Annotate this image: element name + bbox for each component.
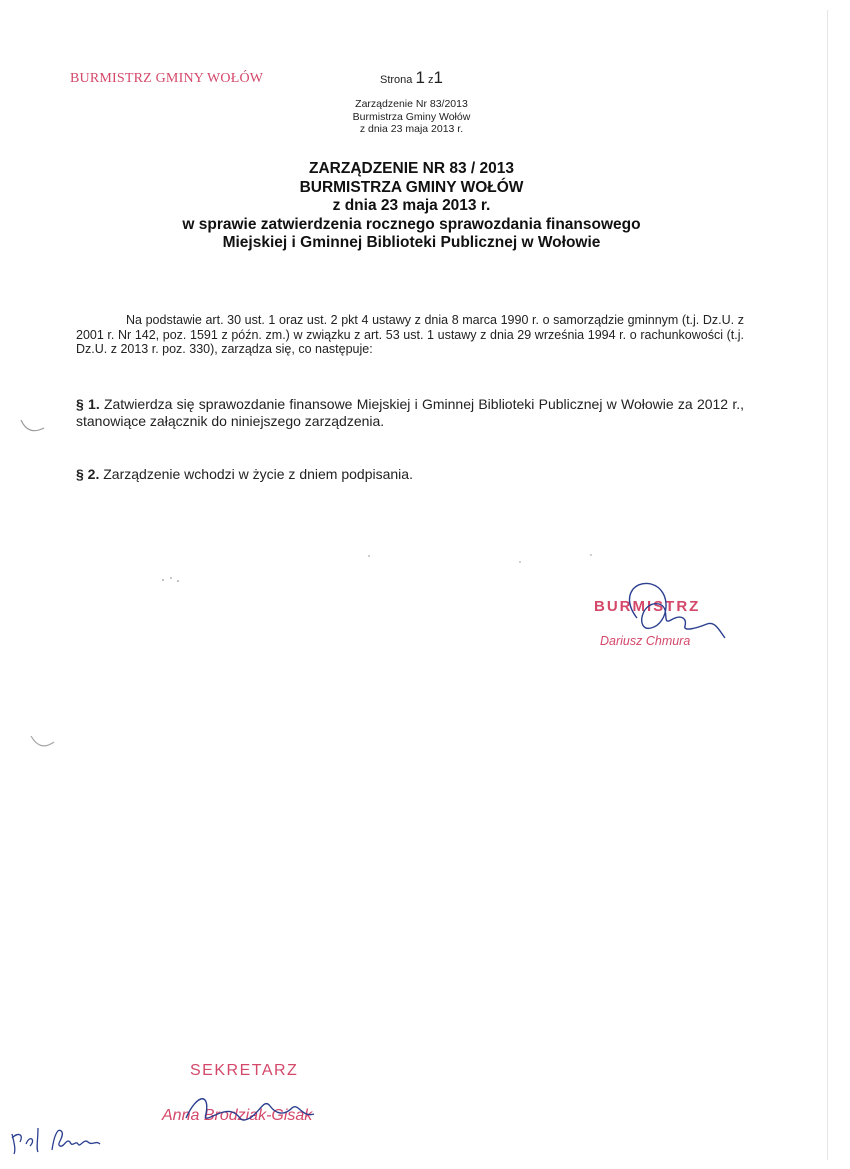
mayor-handwritten-signature <box>615 578 730 656</box>
mayor-stamp-title: BURMISTRZ <box>594 598 701 615</box>
office-stamp-text: BURMISTRZ GMINY WOŁÓW <box>70 71 264 86</box>
secretary-stamp-name: Anna Brodziak-Gisak <box>162 1107 313 1124</box>
secretary-stamp-title: SEKRETARZ <box>190 1062 299 1079</box>
ref-line: z dnia 23 maja 2013 r. <box>359 123 464 135</box>
title-line: ZARZĄDZENIE NR 83 / 2013 <box>309 160 514 177</box>
title-line: BURMISTRZA GMINY WOŁÓW <box>299 178 524 196</box>
title-line: w sprawie zatwierdzenia rocznego sprawozdania finansowego <box>182 215 641 233</box>
handwritten-initials <box>8 1120 108 1160</box>
section-1-text: Zatwierdza się sprawozdanie finansowe Miejskiej i Gminnej Biblioteki Publicznej w Wołowie za 2012 r., stanowiące załącznik do niniejszego zarządzenia. <box>76 396 744 429</box>
title-line: z dnia 23 maja 2013 r. <box>332 197 491 214</box>
page-of: z <box>428 74 434 86</box>
section-2-label: § 2. <box>76 466 100 482</box>
section-2-text: Zarządzenie wchodzi w życie z dniem podpisania. <box>103 466 413 482</box>
mayor-stamp-name: Dariusz Chmura <box>600 634 691 648</box>
secretary-handwritten-signature <box>180 1088 320 1128</box>
page-label: Strona <box>380 74 413 86</box>
title-line: Miejskiej i Gminnej Biblioteki Publicznej w Wołowie <box>222 234 601 251</box>
page-current: 1 <box>415 68 425 87</box>
ref-line: Zarządzenie Nr 83/2013 <box>355 98 468 110</box>
page-total: 1 <box>433 68 443 87</box>
section-1-label: § 1. <box>76 396 100 412</box>
intro-paragraph: Na podstawie art. 30 ust. 1 oraz ust. 2 pkt 4 ustawy z dnia 8 marca 1990 r. o samorządzie gminnym (t.j. Dz.U. z 2001 r. Nr 142, poz. 1591 z późn. zm.) w związku z art. 53 ust. 1 ustawy z dnia 29 września 1994 r. o rachunkowości (t.j. Dz.U. z 2013 r. poz. 330), zarządza się, co następuje: <box>76 313 744 356</box>
ref-line: Burmistrza Gminy Wołów <box>352 110 471 123</box>
